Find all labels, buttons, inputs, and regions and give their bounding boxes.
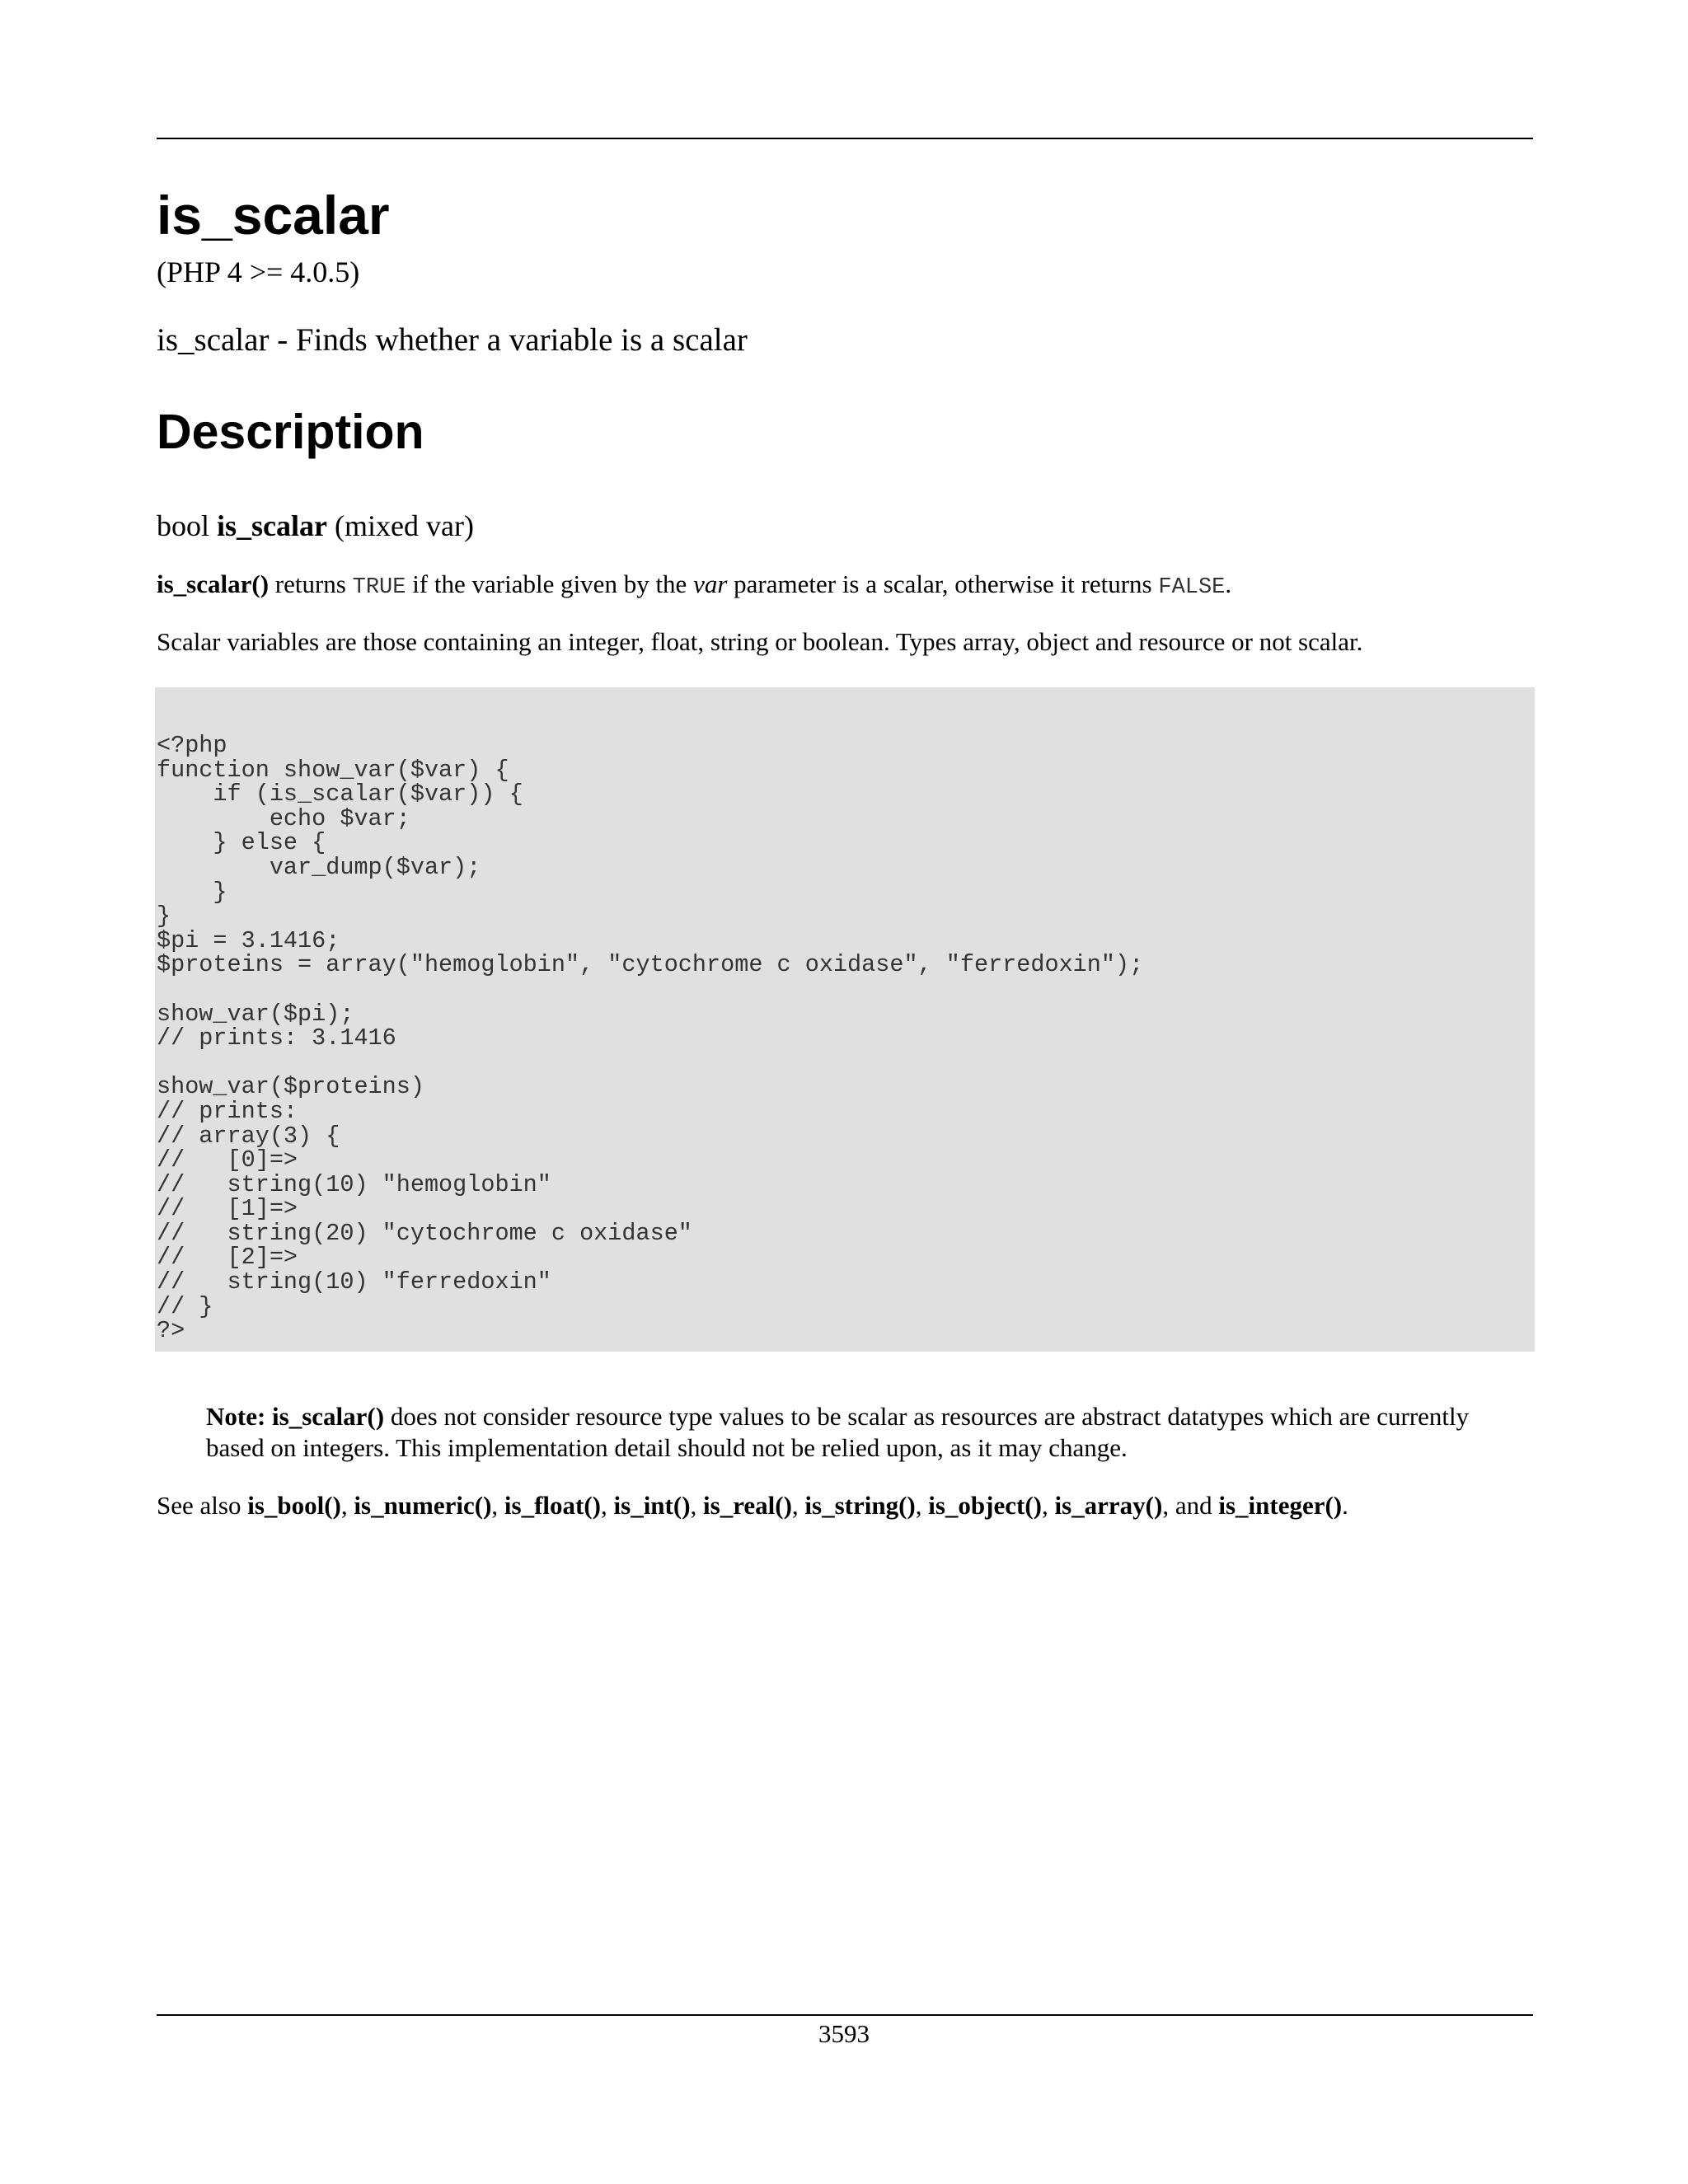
see-also-link[interactable]: is_float()	[504, 1491, 602, 1520]
see-also-link[interactable]: is_array()	[1054, 1491, 1163, 1520]
see-also-link[interactable]: is_int()	[613, 1491, 691, 1520]
see-also-link[interactable]: is_integer()	[1218, 1491, 1343, 1520]
note-text: does not consider resource type values to be scalar as resources are abstract datatypes which are currently based on integers. This implementation detail should not be relied upon, as it may change.	[206, 1402, 1470, 1462]
header-rule	[157, 138, 1533, 139]
see-also: See also is_bool(), is_numeric(), is_float(), is_int(), is_real(), is_string(), is_object(), is_array(), and is_integer().	[157, 1491, 1348, 1520]
see-also-link[interactable]: is_numeric()	[354, 1491, 492, 1520]
constant-true: TRUE	[352, 575, 406, 600]
see-also-link[interactable]: is_bool()	[247, 1491, 341, 1520]
parameter-var: var	[693, 569, 728, 598]
version-info: (PHP 4 >= 4.0.5)	[157, 255, 360, 288]
see-also-link[interactable]: is_real()	[703, 1491, 792, 1520]
refname-purpose: is_scalar - Finds whether a variable is a scalar	[157, 322, 748, 358]
page-number: 3593	[818, 2019, 870, 2048]
function-params: (mixed var)	[335, 509, 474, 542]
note-block	[206, 1401, 1525, 1464]
description-paragraph-2: Scalar variables are those containing an integer, float, string or boolean. Types array, object and resource or not scalar.	[157, 627, 1363, 656]
footer-rule	[157, 2014, 1533, 2016]
method-synopsis	[157, 509, 474, 544]
note-label: Note:	[206, 1402, 266, 1431]
return-type: bool	[157, 509, 210, 542]
page-title: is_scalar	[157, 185, 390, 246]
function-name: is_scalar	[217, 509, 327, 542]
see-also-link[interactable]: is_string()	[804, 1491, 916, 1520]
constant-false: FALSE	[1158, 575, 1226, 600]
description-paragraph-1: is_scalar() returns TRUE if the variable given by the var parameter is a scalar, otherwise it returns FALSE.	[157, 569, 1232, 600]
description-heading: Description	[157, 405, 424, 459]
see-also-link[interactable]: is_object()	[928, 1491, 1042, 1520]
function-ref: is_scalar()	[157, 569, 270, 598]
note-function-ref: is_scalar()	[272, 1402, 385, 1431]
code-example-box	[155, 687, 1535, 1352]
code-example: <?php function show_var($var) { if (is_scalar($var)) { echo $var; } else { var_dump($var); } } $pi = 3.1416; $proteins = array("hemoglobin", "cytochrome c oxidase", "ferredoxin"); show_var($pi); // prints: 3.1416 show_var($proteins) // prints: // array(3) { // [0]=> // string(10) "hemoglobin" // [1]=> // string(20) "cytochrome c oxidase" // [2]=> // string(10) "ferredoxin" // } ?>	[157, 732, 1144, 1345]
